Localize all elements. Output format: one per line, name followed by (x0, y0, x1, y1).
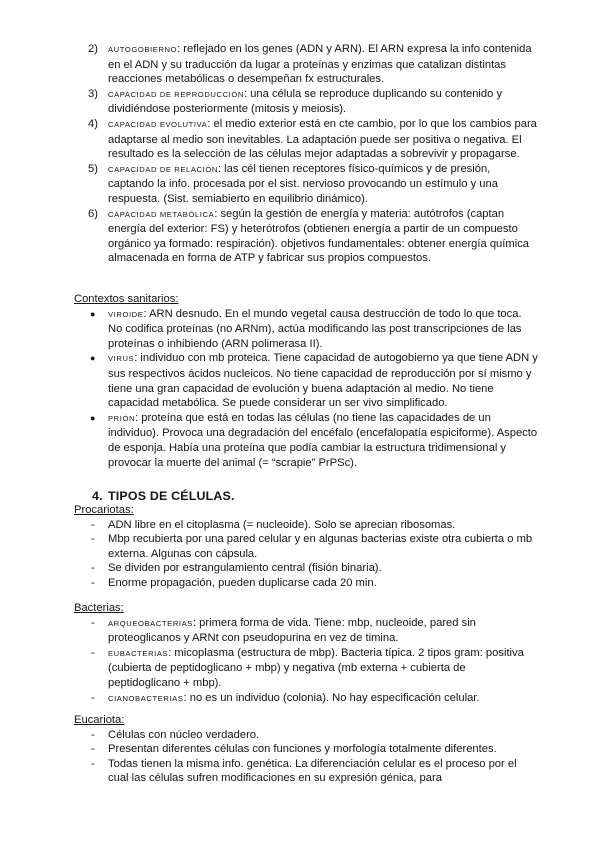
list-item-metabolica (0, 207, 600, 266)
term-label: ARQUEOBACTERIAS (108, 618, 193, 628)
list-item-arqueobacterias (0, 616, 600, 646)
list-item (0, 742, 600, 757)
item-text: : no es un individuo (colonia). No hay especificación celular. (183, 691, 480, 704)
eucariota-label: Eucariota: (74, 714, 125, 726)
item-number: 4) (88, 117, 98, 130)
term-label: CAPACIDAD DE RELACIÓN (108, 164, 218, 174)
dash-marker: - (91, 691, 95, 704)
item-text: : según la gestión de energía y materia: autótrofos (captan energía del exterior: FS) y heterótrofos (obtienen energía a partir de un compuesto orgánico ya formado: respiración). objetivos fundamentales: obtener energía química almacenada en forma de ATP y fabricar sus propios compuestos. (108, 207, 530, 265)
contextos-section (0, 292, 600, 470)
list-item-virus (0, 351, 600, 410)
term-label: CAPACIDAD DE REPRODUCCIÓN (108, 89, 244, 99)
list-item (0, 518, 600, 533)
item-number: 2) (88, 43, 98, 55)
dash-marker: - (91, 743, 95, 756)
dash-marker: - (91, 576, 95, 589)
term-label: VIRUS (108, 354, 135, 364)
item-text: : proteína que está en todas las células (no tiene las capacidades de un individuo). Provoca una degradación del encéfalo (encefalopatía espiciforme). Aspecto de esponja. Había una proteína que podía cambiar la estructura tridimensional y provocar la muerte del animal (= “scrapie” PrPSc). (108, 411, 538, 469)
bullet-icon: ● (90, 412, 96, 423)
item-number: 6) (88, 207, 98, 220)
numbered-list (0, 42, 600, 266)
list-item-relacion (0, 162, 600, 207)
item-text: ADN libre en el citoplasma (= nucleoide). Solo se aprecian ribosomas. (108, 518, 456, 531)
dash-marker: - (91, 533, 95, 546)
dash-marker: - (91, 646, 95, 659)
term-label: PRIÓN (108, 413, 136, 423)
dash-marker: - (91, 562, 95, 575)
procariotas-section (0, 503, 600, 591)
list-item (0, 728, 600, 743)
list-item (0, 532, 600, 561)
contextos-label: Contextos sanitarios: (74, 293, 179, 305)
term-label: AUTOGOBIERNO (108, 45, 178, 54)
item-text: : el medio exterior está en cte cambio, por lo que los cambios para adaptarse al medio son inevitables. La adaptación puede ser positiva o negativa. El resultado es la selección de las células mejor adaptadas a sobrevivir y propagarse. (108, 117, 537, 161)
term-label: EUBACTERIAS (108, 648, 169, 658)
bullet-icon: ● (90, 308, 96, 319)
term-label: CAPACIDAD METABÓLICA (108, 209, 215, 219)
item-text: : individuo con mb proteica. Tiene capacidad de autogobierno ya que tiene ADN y sus respectivos ácidos nucleicos. No tiene capacidad de reproducción por sí mismo y tiene una gran capacidad de evolución y buena adaptación al medio. No tiene capacidad metabólica. Se puede considerar un ser vivo simplificado. (108, 352, 538, 410)
item-text: Células con núcleo verdadero. (108, 728, 260, 741)
item-text: Mbp recubierta por una pared celular y en algunas bacterias existe otra cubierta o mb externa. Algunas con cápsula. (108, 533, 533, 560)
list-item (0, 757, 600, 786)
item-text: : micoplasma (estructura de mbp). Bacteria típica. 2 tipos gram: positiva (cubierta de peptidoglicano + mbp) y negativa (mb externa + cubierta de peptidoglicano + mbp). (108, 646, 524, 689)
item-text: Enorme propagación, pueden duplicarse cada 20 min. (108, 576, 377, 589)
item-text: Todas tienen la misma info. genética. La diferenciación celular es el proceso por el cual las células sufren modificaciones en su expresión génica, para (108, 757, 517, 785)
item-text: : ARN desnudo. En el mundo vegetal causa destrucción de todo lo que toca. No codifica proteínas (no ARNm), actúa modificando las post transcripciones de las proteínas o inhibiendo (ARN polimerasa II). (108, 307, 522, 350)
item-number: 3) (88, 87, 98, 100)
item-text: : primera forma de vida. Tiene: mbp, nucleoide, pared sin proteoglicanos y ARNt con pseudopurina en vez de timina. (108, 616, 476, 645)
item-text: : una célula se reproduce duplicando su contenido y dividiéndose posteriormente (mitosis y meiosis). (108, 87, 503, 116)
bullet-icon: ● (90, 353, 96, 364)
list-item-reproduccion (0, 87, 600, 117)
list-item-autogobierno (0, 42, 600, 87)
section-title: TIPOS DE CÉLULAS. (108, 489, 235, 503)
list-item-evolutiva (0, 117, 600, 162)
bacterias-section (0, 601, 600, 706)
term-label: VIROIDE (108, 309, 144, 319)
item-text: Presentan diferentes células con funciones y morfología totalmente diferentes. (108, 743, 497, 756)
list-item-eubacterias (0, 646, 600, 691)
list-item-cianobacterias (0, 691, 600, 707)
list-item-prion (0, 411, 600, 470)
eucariota-section (0, 713, 600, 786)
list-item-viroide (0, 307, 600, 352)
list-item (0, 561, 600, 576)
bacterias-label: Bacterias: (74, 602, 124, 614)
term-label: CIANOBACTERIAS (108, 693, 184, 703)
section-number: 4. (92, 489, 103, 503)
item-text: : reflejado en los genes (ADN y ARN). El ARN expresa la info contenida en el ADN y su traducción da lugar a proteínas y enzimas que catalizan distintas reacciones metabólicas o desempeñan fx estructurales. (108, 43, 532, 86)
dash-marker: - (91, 518, 95, 531)
procariotas-label: Procariotas: (74, 504, 134, 516)
section-heading (0, 488, 600, 504)
item-text: Se dividen por estrangulamiento central (fisión binaria). (108, 562, 382, 575)
dash-marker: - (91, 757, 95, 770)
dash-marker: - (91, 728, 95, 741)
dash-marker: - (91, 616, 95, 629)
list-item (0, 576, 600, 591)
term-label: CAPACIDAD EVOLUTIVA (108, 119, 208, 129)
item-text: : las cél tienen receptores físico-químicos y de presión, captando la info. procesada por el sist. nervioso provocando un estímulo y una respuesta. (Sist. semiabierto en equilibrio dinámico). (108, 162, 498, 205)
item-number: 5) (88, 162, 98, 175)
